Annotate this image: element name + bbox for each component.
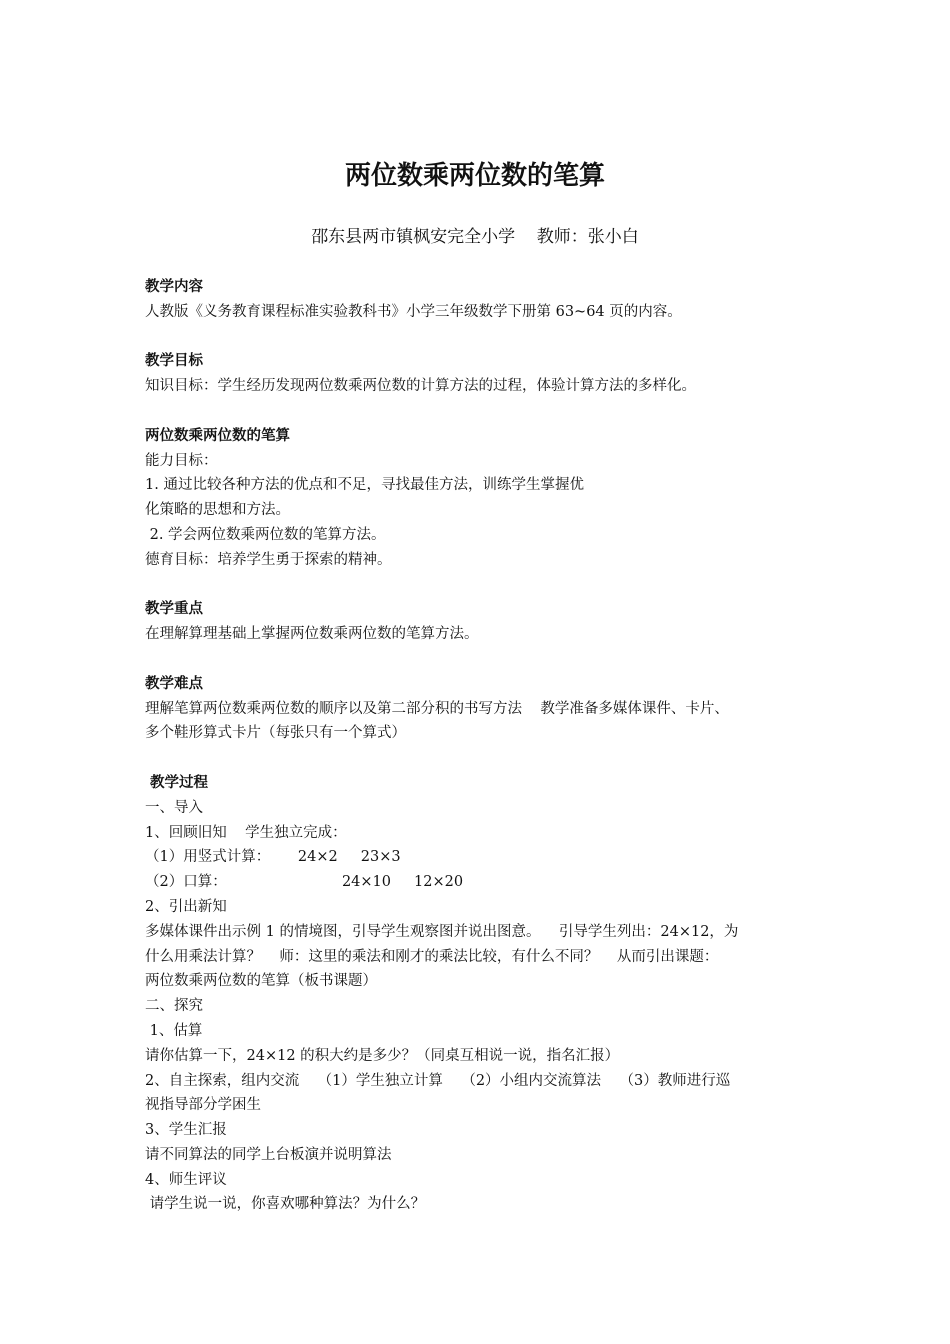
section-heading-goals: 教学目标 <box>145 352 203 370</box>
paragraph-line: 视指导部分学困生 <box>145 1097 261 1114</box>
paragraph-line: （1）用竖式计算： 24×2 23×3 <box>145 849 401 866</box>
paragraph-line: 请不同算法的同学上台板演并说明算法 <box>145 1146 392 1163</box>
paragraph-line: 什么用乘法计算？ 师：这里的乘法和刚才的乘法比较，有什么不同？ 从而引出课题： <box>145 948 719 965</box>
document-subtitle: 邵东县两市镇枫安完全小学 教师：张小白 <box>311 227 639 247</box>
paragraph-line: 1、回顾旧知 学生独立完成： <box>145 824 347 841</box>
section-heading-process: 教学过程 <box>145 773 209 791</box>
paragraph-line: 1. 通过比较各种方法的优点和不足，寻找最佳方法，训练学生掌握优 <box>145 477 584 494</box>
paragraph-line: 知识目标：学生经历发现两位数乘两位数的计算方法的过程，体验计算方法的多样化。 <box>145 378 696 395</box>
paragraph-line: 二、探究 <box>145 998 203 1015</box>
spacer <box>145 746 825 771</box>
paragraph-line: 2、引出新知 <box>145 898 227 915</box>
section-heading-content: 教学内容 <box>145 278 203 295</box>
spacer <box>145 647 825 672</box>
spacer <box>145 325 825 350</box>
paragraph-line: 3、学生汇报 <box>145 1122 227 1139</box>
paragraph-line: 化策略的思想和方法。 <box>145 502 290 519</box>
paragraph-line: 理解笔算两位数乘两位数的顺序以及第二部分积的书写方法 教学准备多媒体课件、卡片、 <box>145 700 729 717</box>
document-body <box>145 275 825 1217</box>
paragraph-line: 在理解算理基础上掌握两位数乘两位数的笔算方法。 <box>145 626 479 643</box>
paragraph-line: 1、估算 <box>145 1022 203 1039</box>
spacer <box>145 573 825 598</box>
paragraph-line: 人教版《义务教育课程标准实验教科书》小学三年级数学下册第 63~64 页的内容。 <box>145 303 682 320</box>
paragraph-line: 德育目标：培养学生勇于探索的精神。 <box>145 551 392 568</box>
section-heading-key: 教学重点 <box>145 600 203 618</box>
paragraph-line: 一、导入 <box>145 799 203 816</box>
paragraph-line: 两位数乘两位数的笔算（板书课题） <box>145 973 377 990</box>
section-heading-topic: 两位数乘两位数的笔算 <box>145 426 290 444</box>
paragraph-line: 4、师生评议 <box>145 1171 227 1188</box>
paragraph-line: 能力目标： <box>145 452 218 469</box>
document-title: 两位数乘两位数的笔算 <box>344 161 605 191</box>
paragraph-line: 2、自主探索，组内交流 （1）学生独立计算 （2）小组内交流算法 （3）教师进行巡 <box>145 1072 731 1089</box>
section-heading-difficulty: 教学难点 <box>145 674 203 692</box>
spacer <box>145 399 825 424</box>
paragraph-line: 请学生说一说，你喜欢哪种算法？为什么？ <box>145 1196 426 1213</box>
paragraph-line: （2）口算： 24×10 12×20 <box>145 874 464 891</box>
paragraph-line: 2. 学会两位数乘两位数的笔算方法。 <box>145 526 386 543</box>
paragraph-line: 请你估算一下，24×12 的积大约是多少？（同桌互相说一说，指名汇报） <box>145 1047 620 1064</box>
paragraph-line: 多媒体课件出示例 1 的情境图，引导学生观察图并说出图意。 引导学生列出：24×12，为 <box>145 923 739 940</box>
paragraph-line: 多个鞋形算式卡片（每张只有一个算式） <box>145 725 406 742</box>
